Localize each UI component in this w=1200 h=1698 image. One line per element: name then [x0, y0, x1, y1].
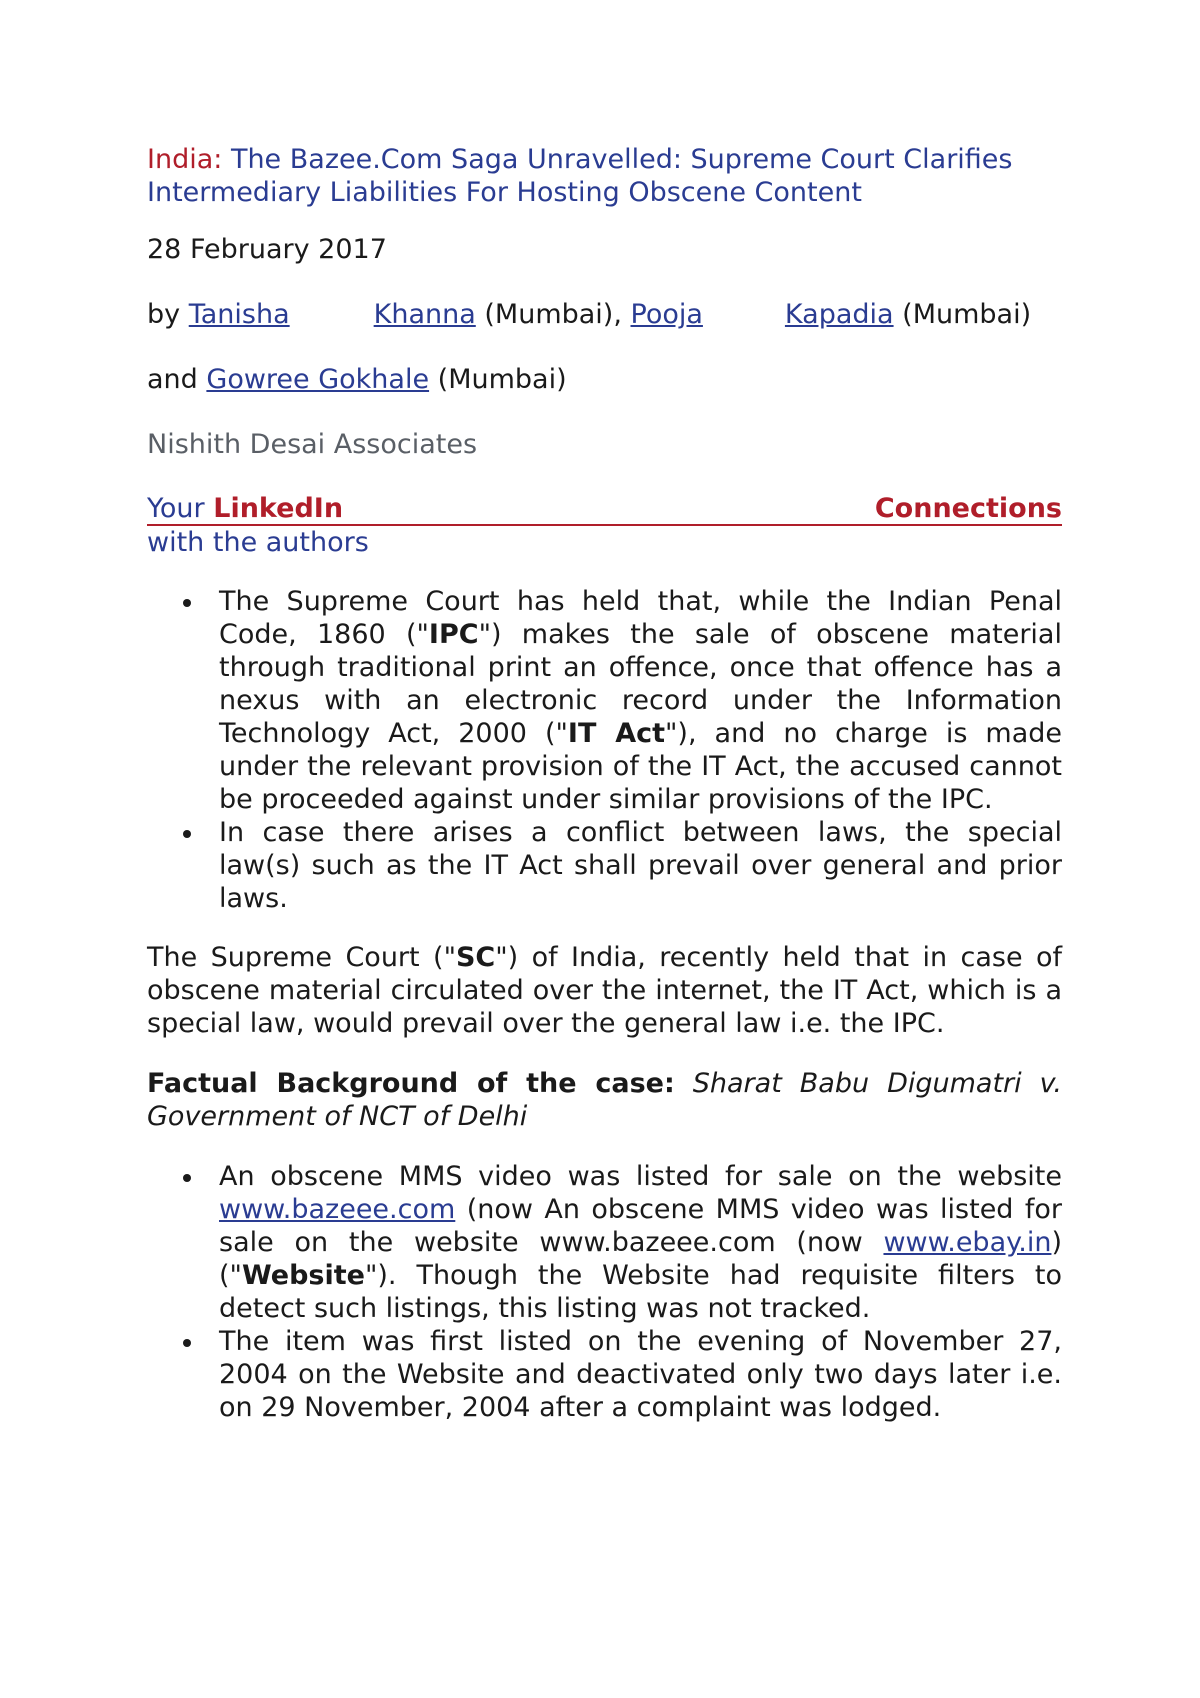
text-segment: ") of India, recently held that in case of obscene material circulated over the internet, the IT Act, which is a special law, would prevail over the general law i.e. the IPC. [147, 942, 1062, 1039]
list-item [219, 1160, 1062, 1325]
case-name: Sharat Babu Digumatri v. Government of NCT of Delhi [147, 1068, 1062, 1132]
and-label: and [147, 364, 198, 395]
term-ipc: IPC [428, 619, 479, 650]
linkedin-prefix-group [147, 493, 343, 524]
author-last-name[interactable]: Kapadia [784, 299, 894, 330]
text-segment: "). Though the Website had requisite filters to detect such listings, this listing was not tracked. [219, 1260, 1062, 1324]
text-segment: An obscene MMS video was listed for sale on the website [219, 1161, 1062, 1192]
bullet-icon [183, 830, 191, 838]
text-segment: The Supreme Court (" [147, 942, 456, 973]
list-item [219, 816, 1062, 915]
bullet-icon [183, 1174, 191, 1182]
link-bazeee[interactable]: www.bazeee.com [219, 1194, 456, 1225]
linkedin-prefix: Your [147, 493, 205, 524]
author-first-name[interactable]: Tanisha [188, 299, 290, 330]
byline [147, 298, 1062, 331]
article-body [147, 143, 1062, 1450]
list-item [219, 1325, 1062, 1424]
author-location: (Mumbai) [902, 299, 1032, 330]
article-title [147, 143, 1062, 209]
author-first-name[interactable]: Pooja [630, 299, 703, 330]
linkedin-row [147, 493, 1062, 526]
author-last-name[interactable]: Khanna [373, 299, 476, 330]
title-text: The Bazee.Com Saga Unravelled: Supreme Court Clarifies Intermediary Liabilities For Hosting Obscene Content [147, 144, 1013, 208]
text-segment: (now An obscene MMS video was listed for sale on the website www.bazeee.com (now [219, 1194, 1062, 1258]
bullet-icon [183, 1339, 191, 1347]
linkedin-link[interactable]: LinkedIn [213, 493, 344, 524]
term-website: Website [241, 1260, 365, 1291]
text-segment: "), and no charge is made under the relevant provision of the IT Act, the accused cannot be proceeded against under similar provisions of the IPC. [219, 718, 1063, 815]
publish-date: 28 February 2017 [147, 234, 387, 265]
intro-paragraph [147, 941, 1062, 1040]
heading-bold: Factual Background of the case: [147, 1068, 675, 1099]
list-item [219, 585, 1062, 816]
section-heading [147, 1067, 1062, 1133]
country-label: India: [147, 144, 223, 175]
connections-link[interactable]: Connections [874, 493, 1062, 524]
linkedin-connections [147, 493, 1062, 559]
by-label: by [147, 299, 181, 330]
term-it-act: IT Act [567, 718, 666, 749]
link-ebay[interactable]: www.ebay.in [883, 1227, 1052, 1258]
text-segment: ) (" [219, 1227, 1062, 1291]
bullet-icon [183, 599, 191, 607]
text-segment: The Supreme Court has held that, while the Indian Penal Code, 1860 (" [219, 586, 1062, 650]
term-sc: SC [455, 942, 496, 973]
author-link-gowree-gokhale[interactable]: Gowree Gokhale [206, 364, 430, 395]
text-segment: The item was first listed on the evening of November 27, 2004 on the Website and deactivated only two days later i.e. on 29 November, 2004 after a complaint was lodged. [219, 1326, 1062, 1423]
author-link-tanisha-khanna[interactable] [189, 299, 476, 330]
facts-list [147, 1160, 1062, 1424]
firm-name: Nishith Desai Associates [147, 429, 478, 460]
author-location: (Mumbai), [484, 299, 622, 330]
author-location: (Mumbai) [437, 364, 567, 395]
text-segment: ") makes the sale of obscene material through traditional print an offence, once that offence has a nexus with an electronic record under the Information Technology Act, 2000 (" [219, 619, 1062, 749]
summary-list [147, 585, 1062, 915]
linkedin-suffix: with the authors [147, 527, 369, 558]
text-segment: In case there arises a conflict between laws, the special law(s) such as the IT Act shall prevail over general and prior laws. [219, 817, 1062, 914]
byline-continued [147, 363, 1062, 396]
author-link-pooja-kapadia[interactable] [631, 299, 894, 330]
